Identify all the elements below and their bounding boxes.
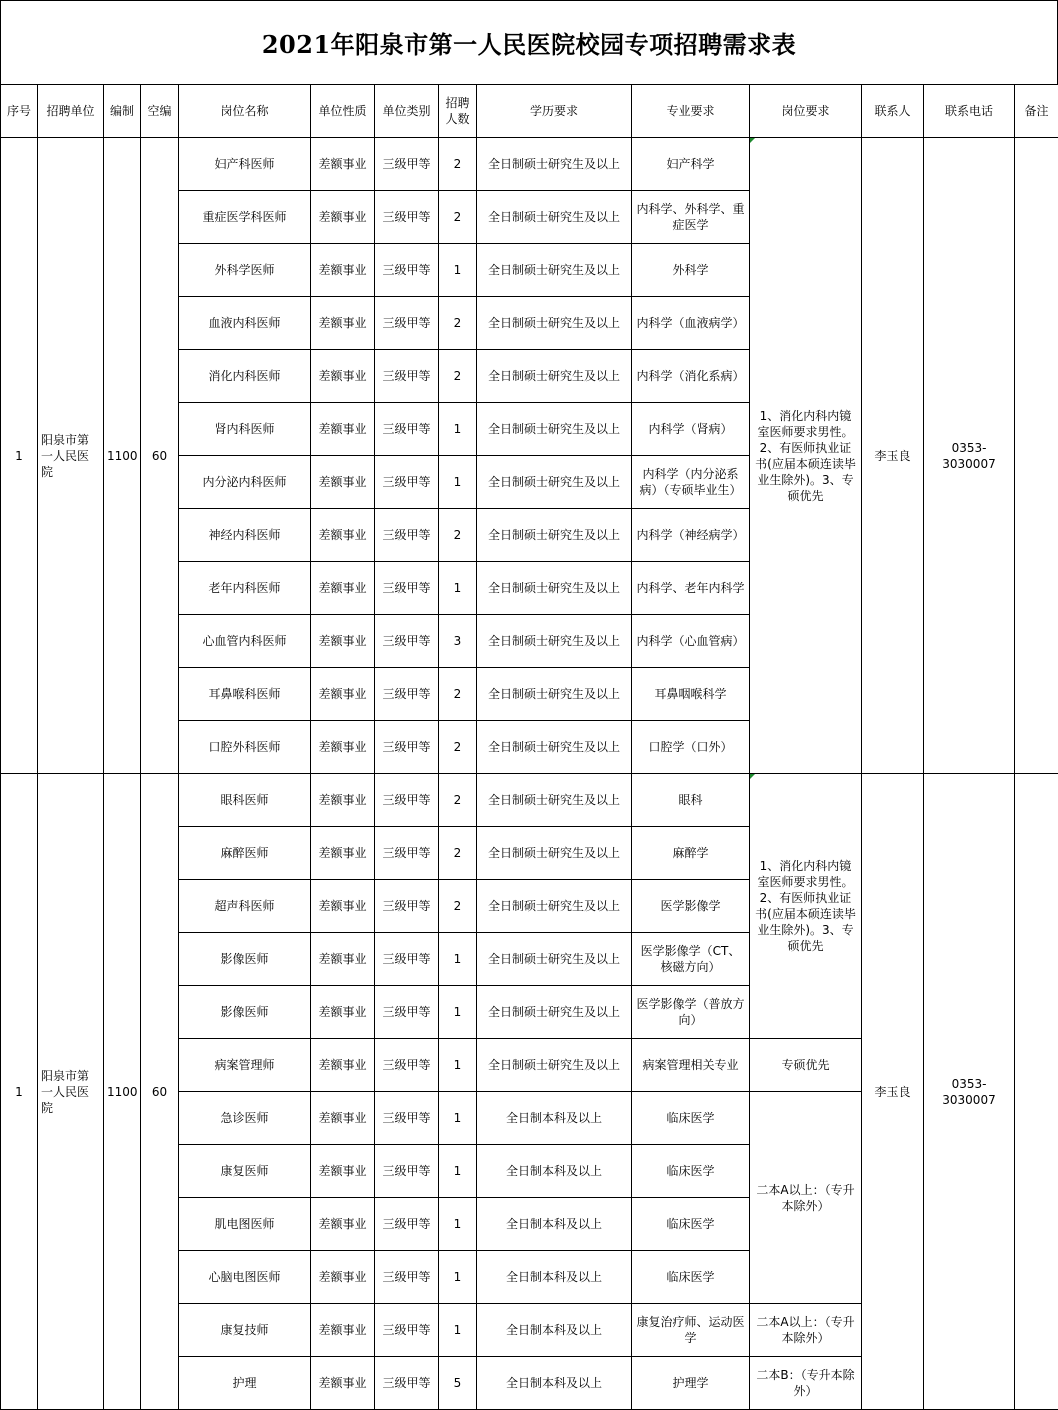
edu-cell: 全日制硕士研究生及以上 [477, 615, 632, 668]
category-cell: 三级甲等 [375, 827, 439, 880]
post-cell: 消化内科医师 [179, 350, 311, 403]
count-cell: 2 [439, 191, 477, 244]
post-cell: 内分泌内科医师 [179, 456, 311, 509]
header-nature: 单位性质 [311, 85, 375, 138]
nature-cell: 差额事业 [311, 403, 375, 456]
post-cell: 急诊医师 [179, 1092, 311, 1145]
category-cell: 三级甲等 [375, 1092, 439, 1145]
edu-cell: 全日制硕士研究生及以上 [477, 191, 632, 244]
unit-cell: 阳泉市第一人民医院 [38, 774, 104, 1410]
post-cell: 康复技师 [179, 1304, 311, 1357]
nature-cell: 差额事业 [311, 1092, 375, 1145]
nature-cell: 差额事业 [311, 1357, 375, 1410]
category-cell: 三级甲等 [375, 297, 439, 350]
nature-cell: 差额事业 [311, 244, 375, 297]
major-cell: 临床医学 [632, 1145, 750, 1198]
post-cell: 眼科医师 [179, 774, 311, 827]
category-cell: 三级甲等 [375, 933, 439, 986]
note-cell [1015, 138, 1058, 774]
header-row [1, 85, 1058, 138]
count-cell: 1 [439, 933, 477, 986]
edu-cell: 全日制硕士研究生及以上 [477, 562, 632, 615]
post-cell: 口腔外科医师 [179, 721, 311, 774]
header-contact: 联系人 [862, 85, 924, 138]
contact-cell: 李玉良 [862, 774, 924, 1410]
unit-cell: 阳泉市第一人民医院 [38, 138, 104, 774]
category-cell: 三级甲等 [375, 721, 439, 774]
requirement-cell: 二本A以上：（专升本除外） [750, 1304, 862, 1357]
major-cell: 麻醉学 [632, 827, 750, 880]
category-cell: 三级甲等 [375, 1251, 439, 1304]
nature-cell: 差额事业 [311, 1039, 375, 1092]
category-cell: 三级甲等 [375, 1198, 439, 1251]
requirement-cell: 1、消化内科内镜室医师要求男性。2、有医师执业证书(应届本硕连读毕业生除外)。3、专硕优先 [750, 774, 862, 1039]
major-cell: 医学影像学（CT、核磁方向） [632, 933, 750, 986]
header-major: 专业要求 [632, 85, 750, 138]
major-cell: 内科学（心血管病） [632, 615, 750, 668]
edu-cell: 全日制本科及以上 [477, 1251, 632, 1304]
edu-cell: 全日制硕士研究生及以上 [477, 138, 632, 191]
category-cell: 三级甲等 [375, 1357, 439, 1410]
header-requirement: 岗位要求 [750, 85, 862, 138]
vacant-cell: 60 [141, 138, 179, 774]
header-staff: 编制 [104, 85, 141, 138]
edu-cell: 全日制硕士研究生及以上 [477, 1039, 632, 1092]
major-cell: 临床医学 [632, 1251, 750, 1304]
post-cell: 病案管理师 [179, 1039, 311, 1092]
category-cell: 三级甲等 [375, 668, 439, 721]
staff-cell: 1100 [104, 138, 141, 774]
major-cell: 内科学（神经病学） [632, 509, 750, 562]
major-cell: 病案管理相关专业 [632, 1039, 750, 1092]
table-row [1, 138, 1058, 191]
edu-cell: 全日制硕士研究生及以上 [477, 986, 632, 1039]
edu-cell: 全日制硕士研究生及以上 [477, 668, 632, 721]
post-cell: 老年内科医师 [179, 562, 311, 615]
edu-cell: 全日制硕士研究生及以上 [477, 456, 632, 509]
category-cell: 三级甲等 [375, 350, 439, 403]
nature-cell: 差额事业 [311, 615, 375, 668]
edu-cell: 全日制本科及以上 [477, 1145, 632, 1198]
header-count: 招聘人数 [439, 85, 477, 138]
recruitment-table [0, 84, 1058, 1410]
nature-cell: 差额事业 [311, 562, 375, 615]
post-cell: 重症医学科医师 [179, 191, 311, 244]
nature-cell: 差额事业 [311, 774, 375, 827]
nature-cell: 差额事业 [311, 880, 375, 933]
post-cell: 血液内科医师 [179, 297, 311, 350]
major-cell: 内科学（肾病） [632, 403, 750, 456]
category-cell: 三级甲等 [375, 191, 439, 244]
edu-cell: 全日制本科及以上 [477, 1092, 632, 1145]
post-cell: 肾内科医师 [179, 403, 311, 456]
requirement-cell: 二本A以上：（专升本除外） [750, 1092, 862, 1304]
count-cell: 1 [439, 562, 477, 615]
category-cell: 三级甲等 [375, 774, 439, 827]
category-cell: 三级甲等 [375, 509, 439, 562]
major-cell: 内科学、外科学、重症医学 [632, 191, 750, 244]
edu-cell: 全日制硕士研究生及以上 [477, 880, 632, 933]
edu-cell: 全日制硕士研究生及以上 [477, 350, 632, 403]
category-cell: 三级甲等 [375, 1039, 439, 1092]
count-cell: 1 [439, 244, 477, 297]
count-cell: 1 [439, 456, 477, 509]
nature-cell: 差额事业 [311, 138, 375, 191]
post-cell: 影像医师 [179, 933, 311, 986]
count-cell: 5 [439, 1357, 477, 1410]
edu-cell: 全日制硕士研究生及以上 [477, 827, 632, 880]
edu-cell: 全日制本科及以上 [477, 1198, 632, 1251]
nature-cell: 差额事业 [311, 668, 375, 721]
post-cell: 心血管内科医师 [179, 615, 311, 668]
header-edu: 学历要求 [477, 85, 632, 138]
major-cell: 医学影像学 [632, 880, 750, 933]
header-category: 单位类别 [375, 85, 439, 138]
major-cell: 临床医学 [632, 1198, 750, 1251]
edu-cell: 全日制硕士研究生及以上 [477, 244, 632, 297]
nature-cell: 差额事业 [311, 933, 375, 986]
category-cell: 三级甲等 [375, 403, 439, 456]
requirement-cell: 专硕优先 [750, 1039, 862, 1092]
edu-cell: 全日制硕士研究生及以上 [477, 721, 632, 774]
category-cell: 三级甲等 [375, 562, 439, 615]
requirement-cell: 1、消化内科内镜室医师要求男性。2、有医师执业证书(应届本硕连读毕业生除外)。3、专硕优先 [750, 138, 862, 774]
category-cell: 三级甲等 [375, 456, 439, 509]
major-cell: 内科学（内分泌系病）（专硕毕业生） [632, 456, 750, 509]
nature-cell: 差额事业 [311, 1304, 375, 1357]
edu-cell: 全日制硕士研究生及以上 [477, 774, 632, 827]
count-cell: 2 [439, 350, 477, 403]
count-cell: 1 [439, 1198, 477, 1251]
nature-cell: 差额事业 [311, 350, 375, 403]
seq-cell: 1 [1, 774, 38, 1410]
edu-cell: 全日制硕士研究生及以上 [477, 297, 632, 350]
major-cell: 妇产科学 [632, 138, 750, 191]
contact-cell: 李玉良 [862, 138, 924, 774]
nature-cell: 差额事业 [311, 456, 375, 509]
post-cell: 神经内科医师 [179, 509, 311, 562]
count-cell: 2 [439, 297, 477, 350]
category-cell: 三级甲等 [375, 880, 439, 933]
edu-cell: 全日制本科及以上 [477, 1357, 632, 1410]
category-cell: 三级甲等 [375, 986, 439, 1039]
page-title: 2021年阳泉市第一人民医院校园专项招聘需求表 [0, 0, 1058, 84]
category-cell: 三级甲等 [375, 1145, 439, 1198]
major-cell: 外科学 [632, 244, 750, 297]
nature-cell: 差额事业 [311, 1198, 375, 1251]
post-cell: 护理 [179, 1357, 311, 1410]
major-cell: 医学影像学（普放方向） [632, 986, 750, 1039]
category-cell: 三级甲等 [375, 615, 439, 668]
phone-cell: 0353-3030007 [924, 138, 1015, 774]
header-phone: 联系电话 [924, 85, 1015, 138]
nature-cell: 差额事业 [311, 1145, 375, 1198]
major-cell: 内科学（血液病学） [632, 297, 750, 350]
count-cell: 1 [439, 403, 477, 456]
header-seq: 序号 [1, 85, 38, 138]
count-cell: 1 [439, 1092, 477, 1145]
major-cell: 内科学（消化系病） [632, 350, 750, 403]
post-cell: 肌电图医师 [179, 1198, 311, 1251]
count-cell: 1 [439, 1251, 477, 1304]
count-cell: 1 [439, 1145, 477, 1198]
post-cell: 超声科医师 [179, 880, 311, 933]
nature-cell: 差额事业 [311, 509, 375, 562]
edu-cell: 全日制硕士研究生及以上 [477, 933, 632, 986]
count-cell: 2 [439, 721, 477, 774]
major-cell: 临床医学 [632, 1092, 750, 1145]
major-cell: 护理学 [632, 1357, 750, 1410]
phone-cell: 0353-3030007 [924, 774, 1015, 1410]
header-post: 岗位名称 [179, 85, 311, 138]
post-cell: 妇产科医师 [179, 138, 311, 191]
post-cell: 影像医师 [179, 986, 311, 1039]
nature-cell: 差额事业 [311, 1251, 375, 1304]
header-unit: 招聘单位 [38, 85, 104, 138]
nature-cell: 差额事业 [311, 297, 375, 350]
edu-cell: 全日制本科及以上 [477, 1304, 632, 1357]
major-cell: 内科学、老年内科学 [632, 562, 750, 615]
count-cell: 2 [439, 880, 477, 933]
post-cell: 耳鼻喉科医师 [179, 668, 311, 721]
header-vacant: 空编 [141, 85, 179, 138]
nature-cell: 差额事业 [311, 986, 375, 1039]
header-note: 备注 [1015, 85, 1058, 138]
count-cell: 2 [439, 138, 477, 191]
category-cell: 三级甲等 [375, 138, 439, 191]
edu-cell: 全日制硕士研究生及以上 [477, 403, 632, 456]
requirement-cell: 二本B：（专升本除外） [750, 1357, 862, 1410]
category-cell: 三级甲等 [375, 244, 439, 297]
count-cell: 1 [439, 1304, 477, 1357]
nature-cell: 差额事业 [311, 191, 375, 244]
count-cell: 2 [439, 509, 477, 562]
count-cell: 1 [439, 986, 477, 1039]
count-cell: 2 [439, 827, 477, 880]
post-cell: 心脑电图医师 [179, 1251, 311, 1304]
edu-cell: 全日制硕士研究生及以上 [477, 509, 632, 562]
count-cell: 2 [439, 668, 477, 721]
major-cell: 耳鼻咽喉科学 [632, 668, 750, 721]
count-cell: 3 [439, 615, 477, 668]
major-cell: 眼科 [632, 774, 750, 827]
nature-cell: 差额事业 [311, 721, 375, 774]
major-cell: 康复治疗师、运动医学 [632, 1304, 750, 1357]
count-cell: 2 [439, 774, 477, 827]
post-cell: 麻醉医师 [179, 827, 311, 880]
count-cell: 1 [439, 1039, 477, 1092]
note-cell [1015, 774, 1058, 1410]
post-cell: 外科学医师 [179, 244, 311, 297]
vacant-cell: 60 [141, 774, 179, 1410]
table-row [1, 774, 1058, 827]
seq-cell: 1 [1, 138, 38, 774]
major-cell: 口腔学（口外） [632, 721, 750, 774]
nature-cell: 差额事业 [311, 827, 375, 880]
category-cell: 三级甲等 [375, 1304, 439, 1357]
post-cell: 康复医师 [179, 1145, 311, 1198]
staff-cell: 1100 [104, 774, 141, 1410]
